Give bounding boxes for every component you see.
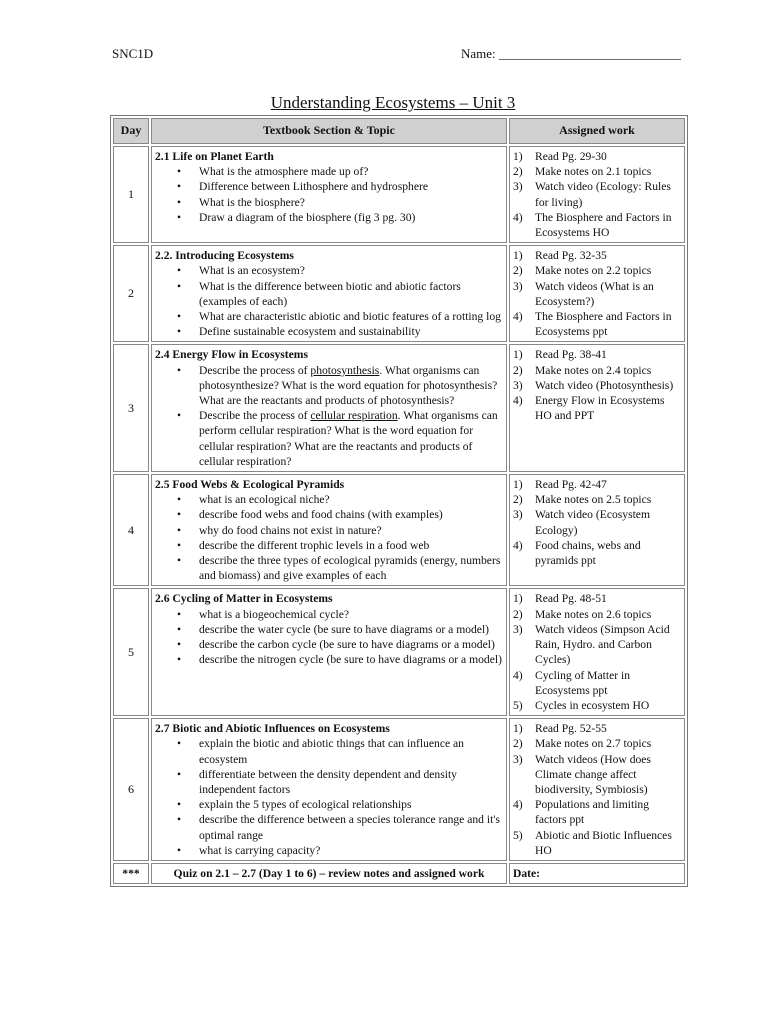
topic-bullet: • explain the biotic and abiotic things that can influence an ecosystem [199, 736, 503, 766]
work-item-text: Cycling of Matter in Ecosystems ppt [535, 668, 630, 697]
work-item-number: 2) [513, 737, 523, 751]
work-item-number: 3) [513, 279, 523, 293]
topic-text: Describe the process of [199, 363, 311, 377]
work-item-text: Watch video (Ecosystem Ecology) [535, 508, 650, 537]
work-item [513, 263, 681, 278]
day-number: 5 [113, 588, 149, 716]
topic-bullet: • describe food webs and food chains (with examples) [199, 507, 503, 522]
work-item-number: 4) [513, 394, 523, 408]
work-item-number: 1) [513, 478, 523, 492]
work-item [513, 179, 681, 209]
assigned-work-cell [509, 588, 685, 716]
table-row [113, 146, 685, 243]
topic-bullet: • What is an ecosystem? [199, 263, 503, 278]
quiz-text: Quiz on 2.1 – 2.7 (Day 1 to 6) – review notes and assigned work [151, 863, 507, 884]
work-item [513, 797, 681, 827]
work-item [513, 248, 681, 263]
work-item-text: Watch videos (How does Climate change affect biodiversity, Symbiosis) [535, 752, 651, 796]
work-item-text: Cycles in ecosystem HO [535, 698, 650, 712]
topic-bullet: • what is a biogeochemical cycle? [199, 607, 503, 622]
topic-cell [151, 344, 507, 472]
topic-keyword: cellular respiration [310, 409, 398, 423]
work-item [513, 591, 681, 606]
table-row [113, 344, 685, 472]
work-item [513, 210, 681, 240]
topic-bullet: • describe the nitrogen cycle (be sure to have diagrams or a model) [199, 652, 503, 667]
section-title: 2.7 Biotic and Abiotic Influences on Ecosystems [155, 722, 390, 736]
work-item-number: 2) [513, 165, 523, 179]
work-item [513, 492, 681, 507]
work-item-text: Read Pg. 32-35 [535, 249, 607, 263]
course-code: SNC1D [112, 46, 154, 61]
work-item [513, 721, 681, 736]
topic-cell [151, 245, 507, 342]
assigned-work-list [513, 347, 681, 423]
assigned-work-cell [509, 474, 685, 586]
section-title: 2.5 Food Webs & Ecological Pyramids [155, 478, 345, 492]
topic-text: Describe the process of [199, 409, 311, 423]
work-item-number: 4) [513, 538, 523, 552]
topic-cell [151, 474, 507, 586]
work-item-number: 5) [513, 828, 523, 842]
work-item-text: Watch video (Photosynthesis) [535, 378, 674, 392]
section-title: 2.6 Cycling of Matter in Ecosystems [155, 592, 333, 606]
quiz-row [113, 863, 685, 884]
table-row [113, 588, 685, 716]
work-item-text: Watch videos (What is an Ecosystem?) [535, 279, 654, 308]
quiz-date: Date: [509, 863, 685, 884]
work-item-text: Energy Flow in Ecosystems HO and PPT [535, 394, 665, 423]
section-title: 2.4 Energy Flow in Ecosystems [155, 348, 308, 362]
work-item-text: Abiotic and Biotic Influences HO [535, 828, 672, 857]
assigned-work-cell [509, 344, 685, 472]
work-item-text: Watch video (Ecology: Rules for living) [535, 180, 671, 209]
work-item [513, 668, 681, 698]
work-item-number: 2) [513, 264, 523, 278]
topic-cell [151, 146, 507, 243]
topic-bullet: • Draw a diagram of the biosphere (fig 3 pg. 30) [199, 210, 503, 225]
work-item [513, 622, 681, 668]
document-title: Understanding Ecosystems – Unit 3 [270, 93, 516, 112]
work-item-text: Read Pg. 48-51 [535, 592, 607, 606]
work-item-number: 2) [513, 363, 523, 377]
day-number: 2 [113, 245, 149, 342]
assigned-work-list [513, 591, 681, 713]
schedule-table [110, 115, 688, 887]
work-item [513, 149, 681, 164]
work-item-number: 1) [513, 722, 523, 736]
assigned-work-cell [509, 245, 685, 342]
topic-list [155, 736, 503, 858]
work-item-number: 5) [513, 698, 523, 712]
work-item-number: 4) [513, 798, 523, 812]
topic-bullet [199, 408, 503, 469]
table-header-row [113, 118, 685, 144]
work-item-text: The Biosphere and Factors in Ecosystems HO [535, 210, 672, 240]
work-item [513, 736, 681, 751]
work-item [513, 477, 681, 492]
section-title: 2.1 Life on Planet Earth [155, 150, 274, 163]
topic-list [155, 607, 503, 668]
topic-bullet: • what is carrying capacity? [199, 843, 503, 858]
table-row [113, 474, 685, 586]
work-item [513, 378, 681, 393]
day-number: 6 [113, 718, 149, 861]
topic-bullet [199, 363, 503, 409]
work-item-text: Make notes on 2.7 topics [535, 737, 652, 751]
work-item [513, 164, 681, 179]
header-work: Assigned work [509, 118, 685, 144]
table-row [113, 245, 685, 342]
work-item [513, 507, 681, 537]
work-item-text: Make notes on 2.6 topics [535, 607, 652, 621]
topic-bullet: • What is the difference between biotic and abiotic factors (examples of each) [199, 279, 503, 309]
work-item-number: 4) [513, 668, 523, 682]
work-item-number: 2) [513, 493, 523, 507]
topic-bullet: • why do food chains not exist in nature? [199, 523, 503, 538]
topic-cell [151, 588, 507, 716]
work-item-text: Watch videos (Simpson Acid Rain, Hydro. and Carbon Cycles) [535, 622, 670, 667]
topic-bullet: • What is the biosphere? [199, 195, 503, 210]
topic-list [155, 492, 503, 583]
work-item-text: Food chains, webs and pyramids ppt [535, 538, 641, 568]
header-day: Day [113, 118, 149, 144]
work-item-text: Read Pg. 29-30 [535, 150, 607, 163]
topic-bullet: • describe the difference between a species tolerance range and it's optimal range [199, 812, 503, 842]
work-item-number: 1) [513, 249, 523, 263]
assigned-work-cell [509, 718, 685, 861]
topic-bullet: • explain the 5 types of ecological relationships [199, 797, 503, 812]
work-item [513, 279, 681, 309]
work-item [513, 607, 681, 622]
topic-text: . What organisms can photosynthesize? What is the word equation for photosynthesis? What are the reactants and products of photosynthesis? [199, 363, 498, 408]
assigned-work-list [513, 149, 681, 240]
work-item [513, 538, 681, 568]
topic-bullet: • What is the atmosphere made up of? [199, 164, 503, 179]
work-item-text: Populations and limiting factors ppt [535, 798, 650, 827]
work-item [513, 393, 681, 423]
work-item-number: 3) [513, 508, 523, 522]
topic-list [155, 263, 503, 339]
work-item-text: Make notes on 2.4 topics [535, 363, 652, 377]
topic-bullet: • describe the three types of ecological pyramids (energy, numbers and biomass) and give examples of each [199, 553, 503, 583]
work-item-text: Make notes on 2.1 topics [535, 165, 652, 179]
topic-text: . What organisms can perform cellular respiration? What is the word equation for cellular respiration? What are the reactants and products of cellular respiration? [199, 409, 498, 468]
work-item [513, 828, 681, 858]
assigned-work-list [513, 721, 681, 858]
header-topic: Textbook Section & Topic [151, 118, 507, 144]
topic-bullet: • describe the different trophic levels in a food web [199, 538, 503, 553]
work-item-number: 3) [513, 622, 523, 636]
section-title: 2.2. Introducing Ecosystems [155, 249, 294, 263]
work-item [513, 752, 681, 798]
work-item-text: Make notes on 2.2 topics [535, 264, 652, 278]
work-item-number: 3) [513, 378, 523, 392]
quiz-marker: *** [113, 863, 149, 884]
topic-bullet: • Define sustainable ecosystem and sustainability [199, 324, 503, 339]
topic-keyword: photosynthesis [310, 363, 380, 377]
work-item [513, 698, 681, 713]
topic-bullet: • describe the water cycle (be sure to have diagrams or a model) [199, 622, 503, 637]
work-item-number: 1) [513, 150, 523, 163]
assigned-work-cell [509, 146, 685, 243]
day-number: 1 [113, 146, 149, 243]
work-item-text: The Biosphere and Factors in Ecosystems ppt [535, 310, 672, 339]
work-item-number: 4) [513, 210, 523, 224]
work-item-number: 3) [513, 180, 523, 194]
day-number: 3 [113, 344, 149, 472]
assigned-work-list [513, 248, 681, 339]
work-item [513, 309, 681, 339]
work-item-number: 1) [513, 348, 523, 362]
work-item-text: Read Pg. 42-47 [535, 478, 607, 492]
topic-list [155, 363, 503, 469]
topic-bullet: • Difference between Lithosphere and hydrosphere [199, 179, 503, 194]
work-item-number: 2) [513, 607, 523, 621]
topic-bullet: • What are characteristic abiotic and biotic features of a rotting log [199, 309, 503, 324]
topic-cell [151, 718, 507, 861]
work-item-text: Read Pg. 38-41 [535, 348, 607, 362]
work-item-number: 4) [513, 310, 523, 324]
topic-bullet: • differentiate between the density dependent and density independent factors [199, 767, 503, 797]
topic-bullet: • describe the carbon cycle (be sure to have diagrams or a model) [199, 637, 503, 652]
name-field-label: Name: ____________________________ [461, 46, 681, 61]
table-row [113, 718, 685, 861]
topic-list [155, 164, 503, 225]
work-item-text: Read Pg. 52-55 [535, 722, 607, 736]
topic-bullet: • what is an ecological niche? [199, 492, 503, 507]
day-number: 4 [113, 474, 149, 586]
work-item-text: Make notes on 2.5 topics [535, 493, 652, 507]
assigned-work-list [513, 477, 681, 568]
work-item-number: 3) [513, 752, 523, 766]
work-item [513, 347, 681, 362]
work-item [513, 363, 681, 378]
work-item-number: 1) [513, 592, 523, 606]
